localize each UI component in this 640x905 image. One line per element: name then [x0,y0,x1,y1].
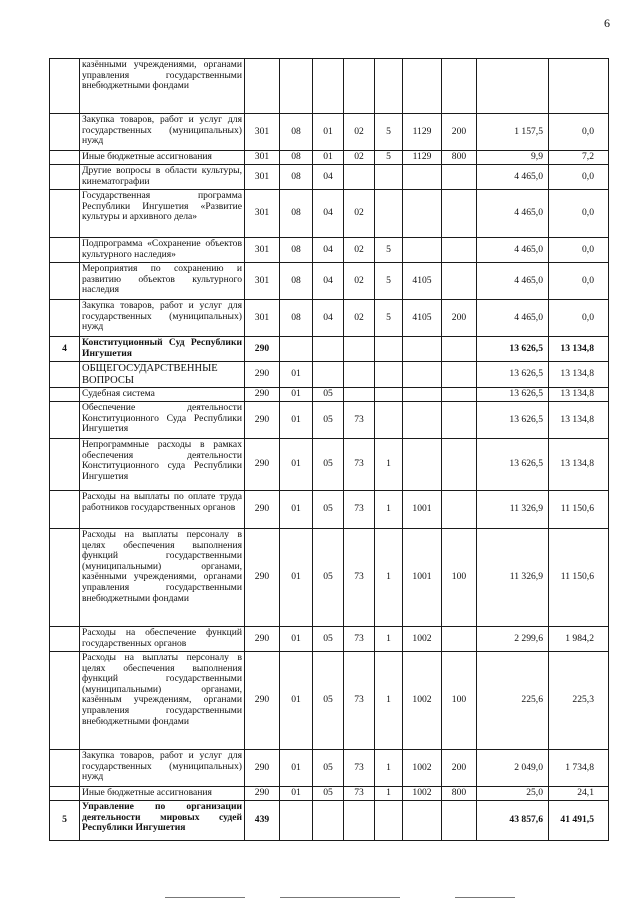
expense-type-code-cell [442,362,477,388]
scan-mark [165,897,245,898]
amount-2015-cell: 13 134,8 [549,388,609,402]
expense-type-code-cell [442,439,477,491]
amount-2014-cell: 25,0 [477,787,549,801]
program-code-cell: 73 [344,627,375,652]
expense-type-code-cell [442,337,477,362]
direction-code-cell: 4105 [403,263,442,300]
amount-2015-cell: 13 134,8 [549,337,609,362]
table-row [50,114,609,151]
amount-2015-cell: 0,0 [549,114,609,151]
subprogram-code-cell: 1 [375,439,403,491]
item-name-cell: ОБЩЕГОСУДАРСТВЕННЫЕ ВОПРОСЫ [80,362,245,388]
table-row [50,652,609,750]
section-code-cell: 01 [280,491,313,529]
section-code-cell: 01 [280,529,313,627]
program-code-cell: 02 [344,114,375,151]
subprogram-code-cell [375,59,403,114]
table-row [50,190,609,238]
direction-code-cell [403,439,442,491]
expense-type-code-cell: 100 [442,529,477,627]
row-number-cell [50,114,80,151]
section-code-cell: 08 [280,190,313,238]
expense-type-code-cell [442,388,477,402]
amount-2015-cell: 7,2 [549,151,609,165]
amount-2015-cell: 1 734,8 [549,750,609,787]
subprogram-code-cell: 5 [375,300,403,337]
amount-2015-cell: 24,1 [549,787,609,801]
expense-type-code-cell: 200 [442,750,477,787]
expense-type-code-cell [442,263,477,300]
item-name-cell: Обеспечение деятельности Конституционного Суда Республики Ингушетия [80,402,245,439]
amount-2015-cell: 11 150,6 [549,491,609,529]
ministry-code-cell: 439 [245,801,280,841]
subsection-code-cell: 04 [313,165,344,190]
subsection-code-cell: 04 [313,190,344,238]
amount-2014-cell: 4 465,0 [477,238,549,263]
ministry-code-cell: 301 [245,114,280,151]
amount-2014-cell: 13 626,5 [477,439,549,491]
item-name-cell: Расходы на выплаты персоналу в целях обеспечения выполнения функций государственными (муниципальными) органами, казёнными учреждениями, органами управления государственными внебюджетными фондами [80,529,245,627]
amount-2014-cell: 11 326,9 [477,529,549,627]
expense-type-code-cell [442,801,477,841]
subsection-code-cell: 01 [313,151,344,165]
amount-2015-cell: 0,0 [549,238,609,263]
direction-code-cell: 1002 [403,627,442,652]
subsection-code-cell [313,801,344,841]
section-code-cell: 08 [280,263,313,300]
section-code-cell [280,337,313,362]
direction-code-cell: 1002 [403,750,442,787]
row-number-cell [50,787,80,801]
ministry-code-cell: 301 [245,263,280,300]
direction-code-cell [403,337,442,362]
amount-2015-cell: 13 134,8 [549,402,609,439]
table-row [50,59,609,114]
direction-code-cell [403,402,442,439]
expense-type-code-cell [442,238,477,263]
subsection-code-cell: 05 [313,750,344,787]
budget-table [49,58,609,841]
subprogram-code-cell [375,402,403,439]
amount-2014-cell: 4 465,0 [477,165,549,190]
row-number-cell [50,491,80,529]
program-code-cell: 02 [344,151,375,165]
ministry-code-cell: 290 [245,652,280,750]
item-name-cell: Непрограммные расходы в рамках обеспечения деятельности Конституционного суда Республики Ингушетия [80,439,245,491]
program-code-cell: 73 [344,402,375,439]
direction-code-cell [403,238,442,263]
item-name-cell: Иные бюджетные ассигнования [80,151,245,165]
ministry-code-cell: 301 [245,300,280,337]
amount-2015-cell: 0,0 [549,190,609,238]
subsection-code-cell: 05 [313,491,344,529]
table-row [50,491,609,529]
ministry-code-cell: 290 [245,388,280,402]
item-name-cell: Закупка товаров, работ и услуг для государственных (муниципальных) нужд [80,300,245,337]
subsection-code-cell: 05 [313,627,344,652]
program-code-cell [344,59,375,114]
table-row [50,263,609,300]
subsection-code-cell: 04 [313,238,344,263]
program-code-cell [344,801,375,841]
amount-2015-cell: 0,0 [549,300,609,337]
subsection-code-cell: 01 [313,114,344,151]
item-name-cell: Подпрограмма «Сохранение объектов культурного наследия» [80,238,245,263]
direction-code-cell [403,362,442,388]
section-code-cell: 01 [280,362,313,388]
subprogram-code-cell: 1 [375,627,403,652]
direction-code-cell: 1001 [403,491,442,529]
expense-type-code-cell [442,190,477,238]
direction-code-cell [403,190,442,238]
program-code-cell: 02 [344,238,375,263]
ministry-code-cell: 290 [245,627,280,652]
ministry-code-cell: 301 [245,190,280,238]
amount-2015-cell: 1 984,2 [549,627,609,652]
amount-2014-cell: 43 857,6 [477,801,549,841]
subprogram-code-cell: 1 [375,491,403,529]
row-number-cell [50,59,80,114]
row-number-cell [50,529,80,627]
table-row [50,439,609,491]
expense-type-code-cell [442,402,477,439]
row-number-cell [50,300,80,337]
subsection-code-cell [313,337,344,362]
row-number-cell [50,165,80,190]
ministry-code-cell: 301 [245,165,280,190]
table-row [50,627,609,652]
direction-code-cell: 1002 [403,787,442,801]
table-row [50,337,609,362]
subprogram-code-cell [375,337,403,362]
expense-type-code-cell: 200 [442,300,477,337]
table-row [50,300,609,337]
program-code-cell: 73 [344,491,375,529]
direction-code-cell: 1129 [403,114,442,151]
item-name-cell: Государственная программа Республики Ингушетия «Развитие культуры и архивного дела» [80,190,245,238]
amount-2014-cell: 13 626,5 [477,337,549,362]
subprogram-code-cell [375,801,403,841]
item-name-cell: Другие вопросы в области культуры, кинематографии [80,165,245,190]
amount-2015-cell: 11 150,6 [549,529,609,627]
table-row [50,388,609,402]
subprogram-code-cell: 5 [375,263,403,300]
section-code-cell: 08 [280,165,313,190]
amount-2015-cell: 0,0 [549,165,609,190]
ministry-code-cell: 290 [245,787,280,801]
amount-2015-cell: 0,0 [549,263,609,300]
item-name-cell: Расходы на выплаты по оплате труда работников государственных органов [80,491,245,529]
section-code-cell: 01 [280,388,313,402]
program-code-cell [344,165,375,190]
amount-2014-cell: 4 465,0 [477,300,549,337]
expense-type-code-cell [442,59,477,114]
program-code-cell: 73 [344,787,375,801]
row-number-cell: 5 [50,801,80,841]
expense-type-code-cell [442,165,477,190]
section-code-cell [280,801,313,841]
section-code-cell: 01 [280,402,313,439]
table-row [50,165,609,190]
item-name-cell: Закупка товаров, работ и услуг для государственных (муниципальных) нужд [80,114,245,151]
expense-type-code-cell [442,627,477,652]
table-row [50,750,609,787]
row-number-cell [50,151,80,165]
ministry-code-cell [245,59,280,114]
amount-2015-cell [549,59,609,114]
subprogram-code-cell: 5 [375,238,403,263]
subprogram-code-cell [375,190,403,238]
table-row [50,801,609,841]
direction-code-cell [403,59,442,114]
direction-code-cell [403,801,442,841]
expense-type-code-cell: 200 [442,114,477,151]
row-number-cell [50,388,80,402]
section-code-cell: 08 [280,151,313,165]
section-code-cell: 08 [280,300,313,337]
amount-2014-cell [477,59,549,114]
amount-2014-cell: 225,6 [477,652,549,750]
subsection-code-cell: 05 [313,439,344,491]
table-row [50,238,609,263]
ministry-code-cell: 290 [245,750,280,787]
expense-type-code-cell [442,491,477,529]
direction-code-cell: 1129 [403,151,442,165]
amount-2014-cell: 2 049,0 [477,750,549,787]
subsection-code-cell: 05 [313,787,344,801]
subprogram-code-cell [375,388,403,402]
program-code-cell [344,362,375,388]
ministry-code-cell: 290 [245,402,280,439]
subprogram-code-cell: 1 [375,529,403,627]
subprogram-code-cell: 5 [375,151,403,165]
direction-code-cell: 4105 [403,300,442,337]
ministry-code-cell: 290 [245,529,280,627]
row-number-cell [50,263,80,300]
amount-2014-cell: 13 626,5 [477,388,549,402]
item-name-cell: Конституционный Суд Республики Ингушетия [80,337,245,362]
item-name-cell: казёнными учреждениями, органами управления государственными внебюджетными фондами [80,59,245,114]
row-number-cell [50,750,80,787]
ministry-code-cell: 290 [245,439,280,491]
subprogram-code-cell: 5 [375,114,403,151]
amount-2014-cell: 13 626,5 [477,402,549,439]
item-name-cell: Управление по организации деятельности мировых судей Республики Ингушетия [80,801,245,841]
section-code-cell [280,59,313,114]
direction-code-cell [403,165,442,190]
item-name-cell: Иные бюджетные ассигнования [80,787,245,801]
amount-2014-cell: 13 626,5 [477,362,549,388]
table-row [50,529,609,627]
program-code-cell: 73 [344,652,375,750]
amount-2015-cell: 13 134,8 [549,362,609,388]
subsection-code-cell: 05 [313,402,344,439]
amount-2015-cell: 41 491,5 [549,801,609,841]
subprogram-code-cell: 1 [375,750,403,787]
item-name-cell: Мероприятия по сохранению и развитию объектов культурного наследия [80,263,245,300]
program-code-cell [344,388,375,402]
ministry-code-cell: 290 [245,362,280,388]
row-number-cell [50,402,80,439]
ministry-code-cell: 290 [245,337,280,362]
program-code-cell: 73 [344,750,375,787]
row-number-cell [50,238,80,263]
section-code-cell: 08 [280,114,313,151]
scan-mark [455,897,515,898]
row-number-cell [50,627,80,652]
subsection-code-cell: 04 [313,300,344,337]
subsection-code-cell: 05 [313,529,344,627]
expense-type-code-cell: 800 [442,787,477,801]
section-code-cell: 01 [280,750,313,787]
amount-2014-cell: 4 465,0 [477,190,549,238]
item-name-cell: Судебная система [80,388,245,402]
subprogram-code-cell: 1 [375,652,403,750]
table-row [50,362,609,388]
section-code-cell: 01 [280,439,313,491]
row-number-cell: 4 [50,337,80,362]
subprogram-code-cell: 1 [375,787,403,801]
program-code-cell: 02 [344,190,375,238]
program-code-cell [344,337,375,362]
amount-2015-cell: 13 134,8 [549,439,609,491]
row-number-cell [50,652,80,750]
table-row [50,402,609,439]
table-body [50,59,609,841]
row-number-cell [50,362,80,388]
program-code-cell: 73 [344,529,375,627]
table-row [50,151,609,165]
amount-2014-cell: 1 157,5 [477,114,549,151]
ministry-code-cell: 301 [245,151,280,165]
subsection-code-cell [313,362,344,388]
item-name-cell: Расходы на обеспечение функций государственных органов [80,627,245,652]
amount-2014-cell: 4 465,0 [477,263,549,300]
direction-code-cell [403,388,442,402]
scan-mark [280,897,400,898]
program-code-cell: 02 [344,263,375,300]
program-code-cell: 73 [344,439,375,491]
amount-2015-cell: 225,3 [549,652,609,750]
direction-code-cell: 1002 [403,652,442,750]
page-number: 6 [604,16,610,30]
program-code-cell: 02 [344,300,375,337]
expense-type-code-cell: 100 [442,652,477,750]
amount-2014-cell: 11 326,9 [477,491,549,529]
section-code-cell: 01 [280,627,313,652]
section-code-cell: 01 [280,787,313,801]
subsection-code-cell [313,59,344,114]
ministry-code-cell: 301 [245,238,280,263]
section-code-cell: 01 [280,652,313,750]
direction-code-cell: 1001 [403,529,442,627]
subprogram-code-cell [375,362,403,388]
row-number-cell [50,439,80,491]
item-name-cell: Расходы на выплаты персоналу в целях обеспечения выполнения функций государственными (муниципальными) органами, казённым учреждениям, органами управления государственными внебюджетными фондами [80,652,245,750]
subsection-code-cell: 05 [313,652,344,750]
subprogram-code-cell [375,165,403,190]
amount-2014-cell: 2 299,6 [477,627,549,652]
section-code-cell: 08 [280,238,313,263]
subsection-code-cell: 05 [313,388,344,402]
item-name-cell: Закупка товаров, работ и услуг для государственных (муниципальных) нужд [80,750,245,787]
expense-type-code-cell: 800 [442,151,477,165]
subsection-code-cell: 04 [313,263,344,300]
table-row [50,787,609,801]
ministry-code-cell: 290 [245,491,280,529]
row-number-cell [50,190,80,238]
amount-2014-cell: 9,9 [477,151,549,165]
